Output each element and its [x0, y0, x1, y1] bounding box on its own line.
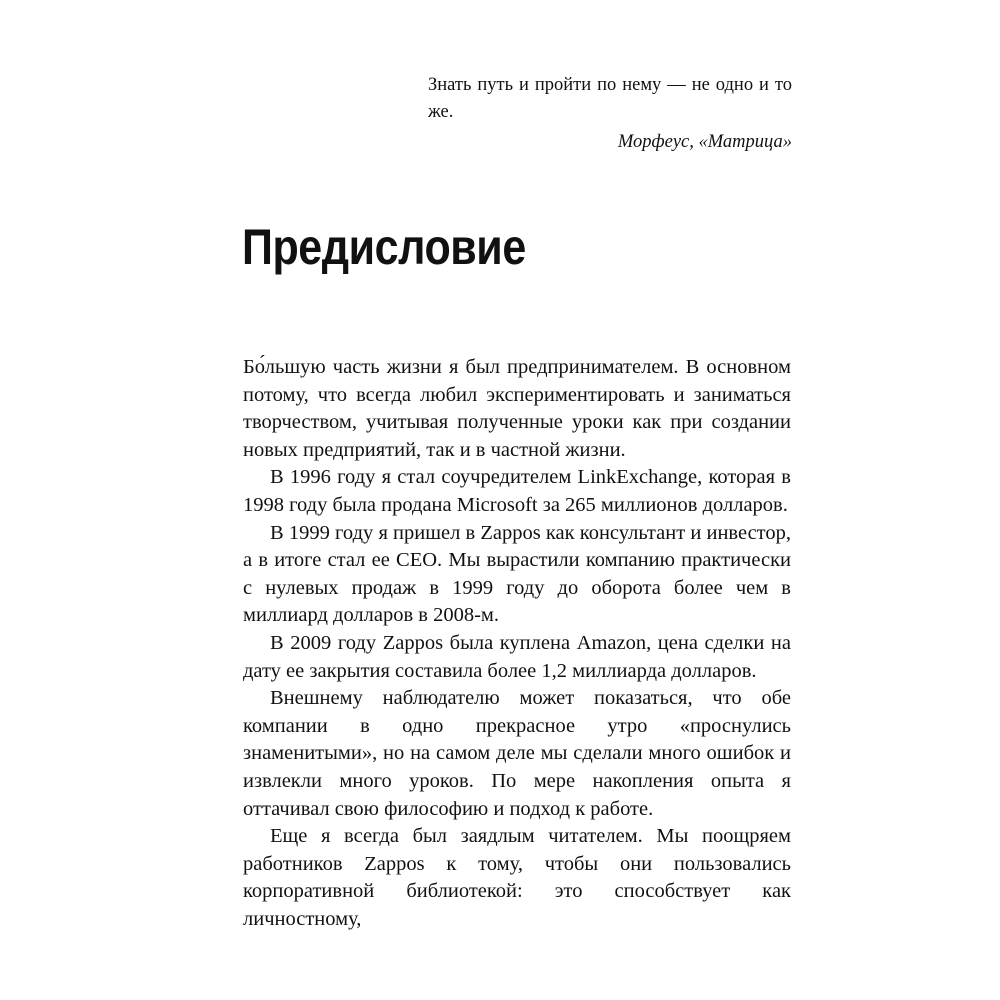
- epigraph: [428, 72, 792, 156]
- chapter-title: Предисловие: [242, 219, 526, 275]
- epigraph-source: Морфеус, «Матрица»: [617, 132, 792, 152]
- paragraph-6: Еще я всегда был заядлым читателем. Мы поощряем работников Zappos к тому, чтобы они пользовались корпоративной библиотекой: это способствует как личностному,: [243, 825, 791, 930]
- paragraph-5: Внешнему наблюдателю может показаться, что обе компании в одно прекрасное утро «проснулись знаменитыми», но на самом деле мы сделали много ошибок и извлекли много уроков. По мере накопления опыта я оттачивал свою философию и подход к работе.: [243, 687, 791, 820]
- paragraph-2: В 1996 году я стал соучредителем LinkExchange, которая в 1998 году была продана Microsoft за 265 миллионов долларов.: [243, 466, 791, 516]
- body-text: [243, 354, 791, 933]
- paragraph-3: В 1999 году я пришел в Zappos как консультант и инвестор, а в итоге стал ее CEO. Мы вырастили компанию практически с нулевых продаж в 1999 году до оборота более чем в миллиард долларов в 2008-м.: [243, 521, 791, 627]
- epigraph-quote: Знать путь и пройти по нему — не одно и то же.: [428, 75, 792, 122]
- paragraph-4: В 2009 году Zappos была куплена Amazon, цена сделки на дату ее закрытия составила более 1,2 миллиарда долларов.: [243, 631, 791, 682]
- paragraph-1: Бо́льшую часть жизни я был предпринимателем. В основном потому, что всегда любил экспериментировать и заниматься творчеством, учитывая полученные уроки как при создании новых предприятий, так и в частной жизни.: [243, 356, 791, 461]
